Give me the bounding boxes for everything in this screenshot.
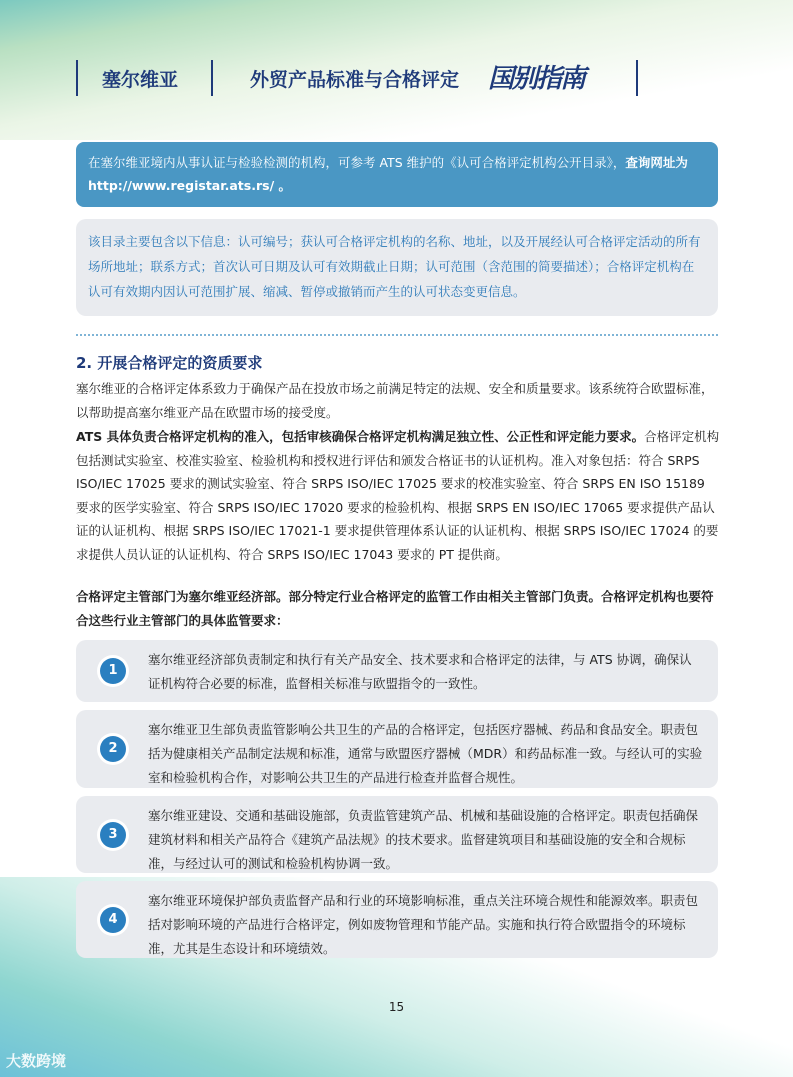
dotted-divider: [76, 334, 718, 336]
section-heading: 2. 开展合格评定的资质要求: [76, 354, 263, 372]
page-number: 15: [388, 1000, 405, 1014]
list-item: [76, 640, 718, 702]
paragraph-2-text: 合格评定机构包括测试实验室、校准实验室、检验机构和授权进行评估和颁发合格证书的认证机构。准入对象包括：符合 SRPS ISO/IEC 17025 要求的测试实验室、符合 SRPS ISO/IEC 17025 要求的校准实验室、符合 SRPS EN ISO 15189 要求的医学实验室、符合 SRPS ISO/IEC 17020 要求的检验机构、根据 SRPS EN ISO/IEC 17065 要求提供产品认证的认证机构、根据 SRPS ISO/IEC 17021-1 要求提供管理体系认证的认证机构、根据 SRPS ISO/IEC 17024 的要求提供人员认证的认证机构、符合 SRPS ISO/IEC 17043 要求的 PT 提供商。: [76, 429, 720, 562]
paragraph-1: 塞尔维亚的合格评定体系致力于确保产品在投放市场之前满足特定的法规、安全和质量要求。该系统符合欧盟标准，以帮助提高塞尔维亚产品在欧盟市场的接受度。: [76, 381, 714, 420]
item-text: 塞尔维亚建设、交通和基础设施部，负责监管建筑产品、机械和基础设施的合格评定。职责包括确保建筑材料和相关产品符合《建筑产品法规》的技术要求。监督建筑项目和基础设施的安全和合规标准，与经过认可的测试和检验机构协调一致。: [148, 808, 699, 871]
divider: [76, 60, 78, 96]
list-item: [76, 710, 718, 788]
paragraph-3: 合格评定主管部门为塞尔维亚经济部。部分特定行业合格评定的监管工作由相关主管部门负责。合格评定机构也要符合这些行业主管部门的具体监管要求：: [76, 589, 714, 628]
number-badge: 1: [100, 658, 126, 684]
guide-logo: 国别指南: [488, 64, 585, 94]
list-item: [76, 881, 718, 958]
directory-text: 该目录主要包含以下信息：认可编号；获认可合格评定机构的名称、地址，以及开展经认可合格评定活动的所有场所地址；联系方式；首次认可日期及认可有效期截止日期；认可范围（含范围的简要描述）；合格评定机构在认可有效期内因认可范围扩展、缩减、暂停或撤销而产生的认可状态变更信息。: [88, 234, 701, 299]
divider: [636, 60, 638, 96]
number-badge: 4: [100, 907, 126, 933]
country-label: 塞尔维亚: [102, 69, 179, 91]
registry-url: 查询网址为 http://www.registar.ats.rs/ 。: [88, 155, 688, 193]
registry-info-box: [76, 142, 718, 207]
page-header-title: 外贸产品标准与合格评定: [250, 69, 460, 91]
number-badge: 3: [100, 822, 126, 848]
info-text: 在塞尔维亚境内从事认证与检验检测的机构，可参考 ATS 维护的《认可合格评定机构公开目录》，: [88, 155, 626, 170]
item-text: 塞尔维亚环境保护部负责监督产品和行业的环境影响标准，重点关注环境合规性和能源效率。职责包括对影响环境的产品进行合格评定，例如废物管理和节能产品。实施和执行符合欧盟指令的环境标准，尤其是生态设计和环境绩效。: [148, 893, 699, 956]
item-text: 塞尔维亚卫生部负责监管影响公共卫生的产品的合格评定，包括医疗器械、药品和食品安全。职责包括为健康相关产品制定法规和标准，通常与欧盟医疗器械（MDR）和药品标准一致。与经认可的实验室和检验机构合作，对影响公共卫生的产品进行检查并监督合规性。: [148, 722, 703, 785]
directory-contents-box: [76, 219, 718, 316]
list-item: [76, 796, 718, 873]
paragraph-2: [76, 425, 721, 566]
watermark: 大数跨境: [6, 1052, 67, 1070]
paragraph-2-bold: ATS 具体负责合格评定机构的准入，包括审核确保合格评定机构满足独立性、公正性和评定能力要求。: [76, 429, 645, 444]
divider: [211, 60, 213, 96]
item-text: 塞尔维亚经济部负责制定和执行有关产品安全、技术要求和合格评定的法律，与 ATS 协调，确保认证机构符合必要的标准，监督相关标准与欧盟指令的一致性。: [148, 652, 692, 691]
number-badge: 2: [100, 736, 126, 762]
